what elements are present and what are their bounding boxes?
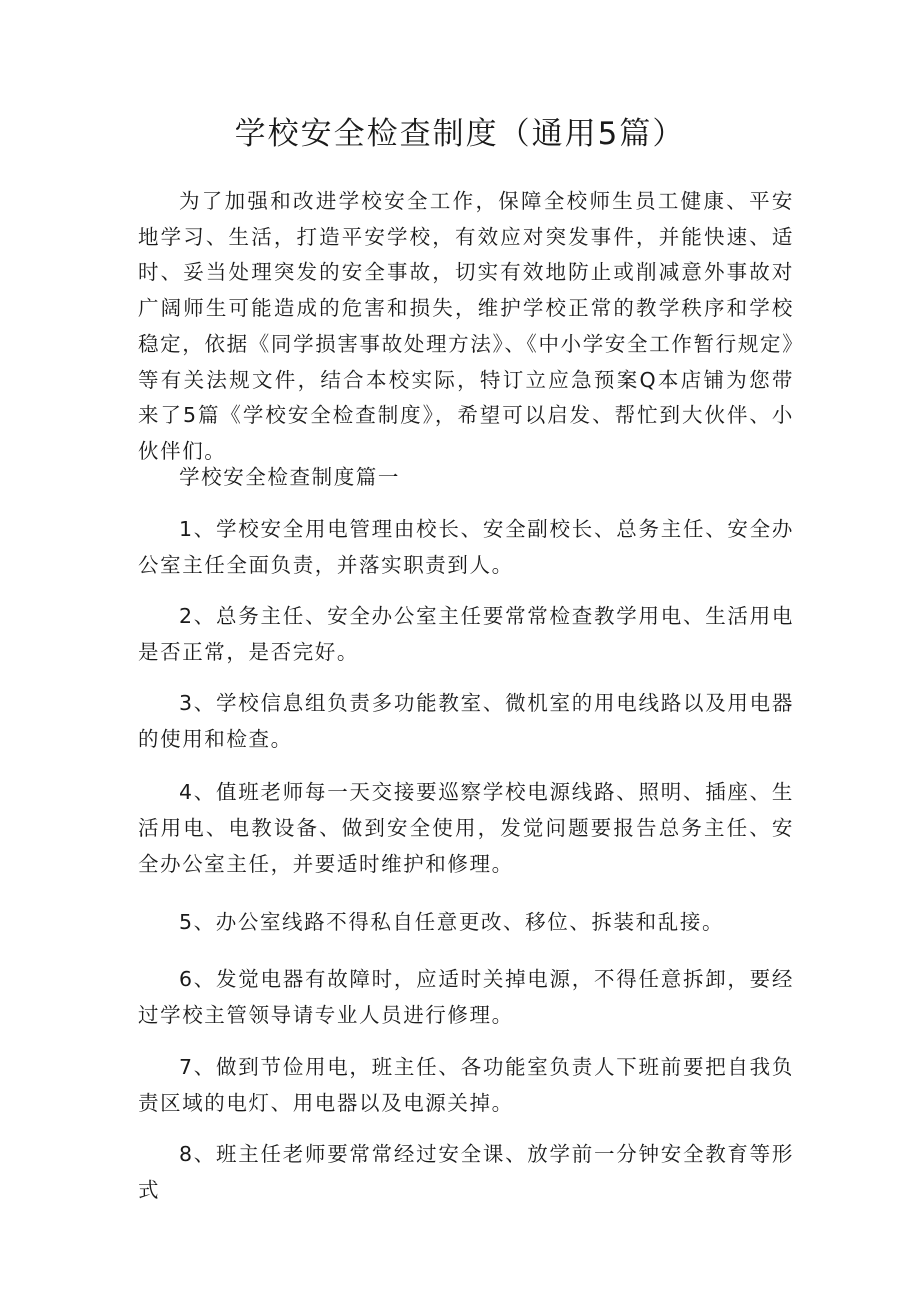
rule-item-1: 1、学校安全用电管理由校长、安全副校长、总务主任、安全办公室主任全面负责，并落实职责到人。: [138, 517, 794, 577]
rule-item-5: 5、办公室线路不得私自任意更改、移位、拆装和乱接。: [179, 910, 725, 934]
document-title: 学校安全检查制度（通用5篇）: [234, 116, 686, 152]
rule-item-4: 4、值班老师每一天交接要巡察学校电源线路、照明、插座、生活用电、电教设备、做到安全使用，发觉问题要报告总务主任、安全办公室主任，并要适时维护和修理。: [138, 780, 794, 876]
rule-item-3: 3、学校信息组负责多功能教室、微机室的用电线路以及用电器的使用和检查。: [138, 691, 794, 751]
intro-paragraph: 为了加强和改进学校安全工作，保障全校师生员工健康、平安地学习、生活，打造平安学校，有效应对突发事件，并能快速、适时、妥当处理突发的安全事故，切实有效地防止或削减意外事故对广阔师生可能造成的危害和损失，维护学校正常的教学秩序和学校稳定，依据《同学损害事故处理方法》、《中小学安全工作暂行规定》等有关法规文件，结合本校实际，特订立应急预案Q本店铺为您带来了5篇《学校安全检查制度》，希望可以启发、帮忙到大伙伴、小伙伴们。: [138, 189, 794, 463]
rule-item-7: 7、做到节俭用电，班主任、各功能室负责人下班前要把自我负责区域的电灯、用电器以及电源关掉。: [138, 1055, 794, 1115]
rule-item-2: 2、总务主任、安全办公室主任要常常检查教学用电、生活用电是否正常，是否完好。: [138, 604, 794, 664]
rule-item-6: 6、发觉电器有故障时，应适时关掉电源，不得任意拆卸，要经过学校主管领导请专业人员进行修理。: [138, 967, 794, 1027]
rule-item-8: 8、班主任老师要常常经过安全课、放学前一分钟安全教育等形式: [138, 1142, 794, 1202]
section-heading: 学校安全检查制度篇一: [179, 465, 400, 489]
